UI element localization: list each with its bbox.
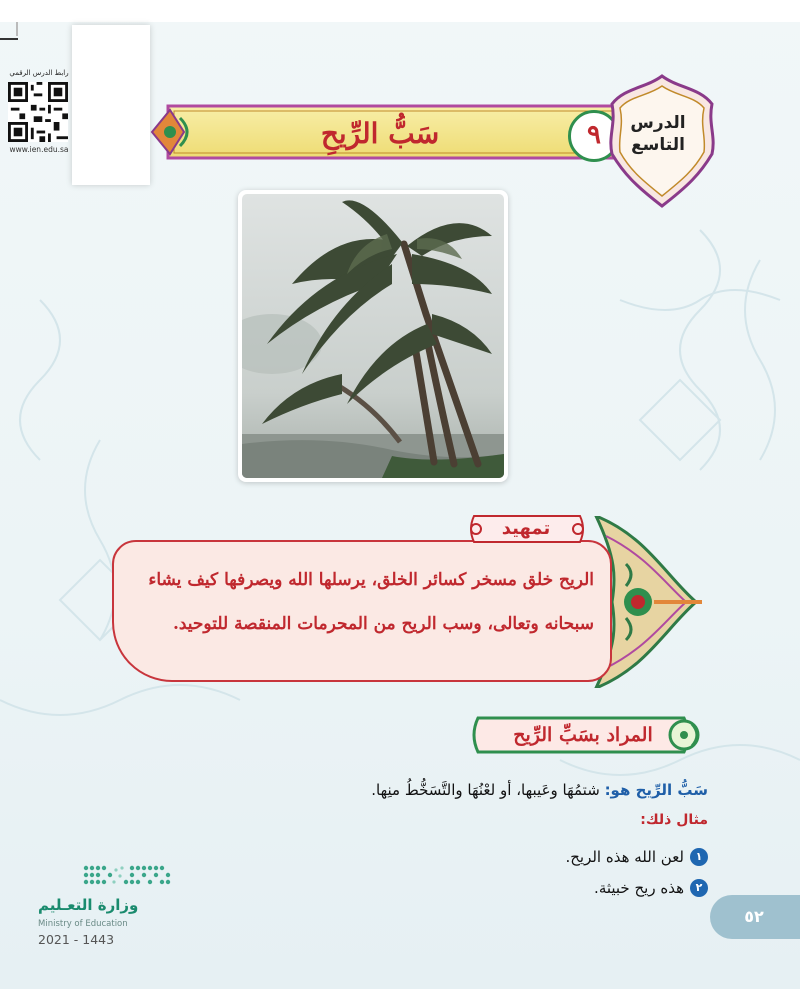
page-number: ٥٢ — [744, 907, 764, 926]
lesson-label-line2: التاسع — [631, 135, 685, 155]
lesson-label-line1: الدرس — [630, 113, 686, 133]
qr-url[interactable]: www.ien.edu.sa — [9, 145, 69, 154]
edition-year: 2021 - 1443 — [38, 932, 115, 947]
list-item-text: لعن الله هذه الريح. — [565, 848, 684, 866]
definition-text: شتمُهَا وعَيبها، أو لعْنُهَا والتَّسَخُّطُ منِها. — [371, 781, 605, 799]
section-title: المراد بسَبِّ الرِّيح — [513, 724, 653, 746]
qr-caption: رابط الدرس الرقمي — [9, 69, 69, 77]
intro-line: سبحانه وتعالى، وسب الريح من المحرمات المنقصة للتوحيد. — [172, 614, 594, 634]
intro-line: الريح خلق مسخر كسائر الخلق، يرسلها الله ويصرفها كيف يشاء — [148, 570, 594, 590]
ministry-name-en: Ministry of Education — [38, 919, 128, 929]
example-label: مثال ذلك: — [640, 812, 708, 828]
intro-text — [140, 558, 594, 646]
storm-palm-photo — [242, 194, 504, 478]
list-number: ٢ — [690, 879, 708, 897]
definition-term: سَبُّ الرِّيح هو: — [604, 781, 708, 799]
list-number: ١ — [690, 848, 708, 866]
ministry-name-ar: وزارة التعـليم — [38, 896, 139, 914]
definition — [300, 778, 708, 802]
ministry-logo-icon — [36, 858, 186, 898]
lesson-title: سَبُّ الرِّيحِ — [320, 117, 440, 150]
qr-card[interactable] — [72, 25, 150, 185]
intro-tab-label: تمهيد — [501, 518, 551, 539]
crop-mark — [0, 38, 18, 40]
crop-mark — [16, 22, 18, 36]
list-item-text: هذه ريح خبيثة. — [594, 879, 684, 897]
lesson-label — [618, 112, 698, 156]
qr-code-icon[interactable] — [8, 82, 68, 142]
page-top-margin — [0, 0, 800, 22]
list-item — [594, 876, 708, 900]
list-item — [565, 845, 708, 869]
lesson-number-badge: ٩ — [568, 110, 620, 162]
